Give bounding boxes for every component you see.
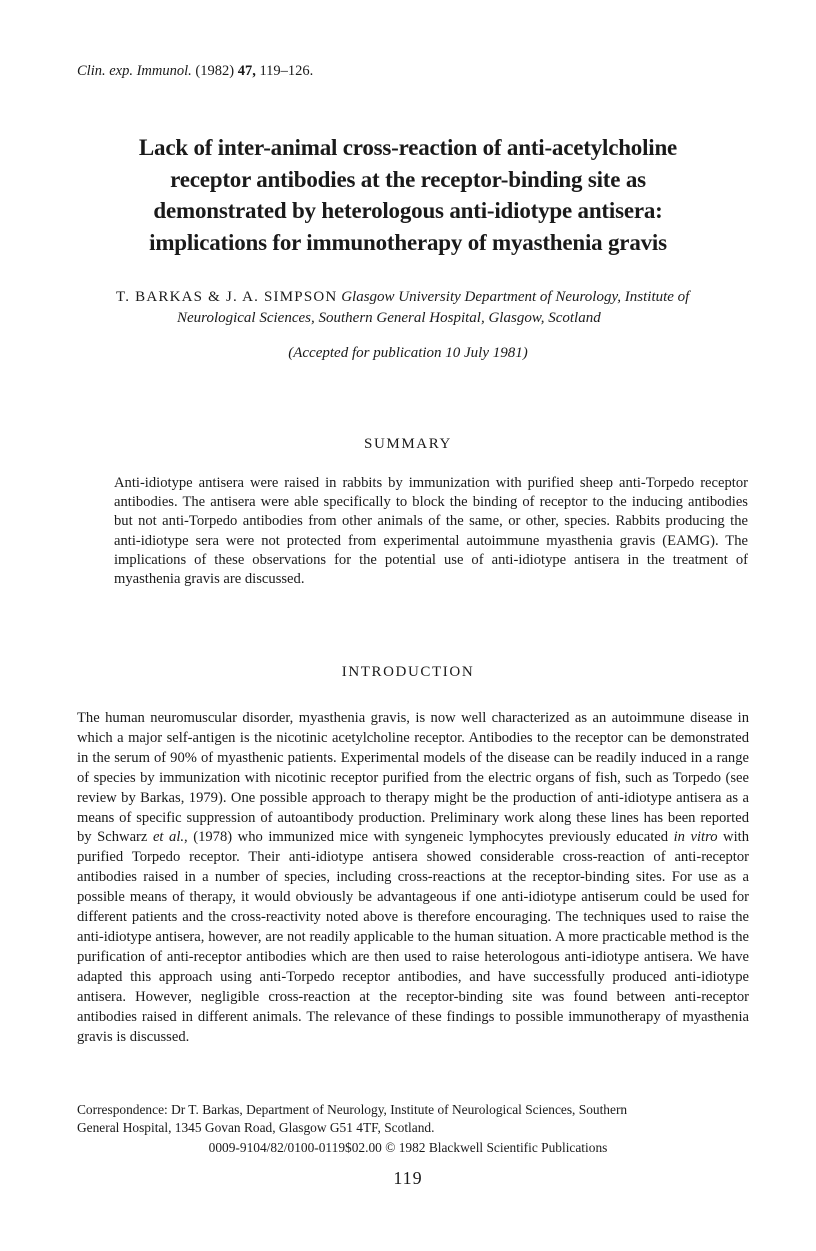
author-names: T. BARKAS & J. A. SIMPSON	[116, 289, 338, 305]
citation-pages: 119–126.	[259, 63, 314, 79]
correspondence-note	[77, 1101, 749, 1137]
intro-text-part: The human neuromuscular disorder, myasthenia gravis, is now well characterized as an autoimmune disease in which a major self-antigen is the nicotinic acetylcholine receptor. Antibodies to the receptor can be demonstrated in the serum of 90% of myasthenic patients. Experimental models of the disease can be readily induced in a range of species by immunization with nicotinic receptor purified from the electric organs of fish, such as Torpedo (see review by Barkas, 1979). One possible approach to therapy might be the production of anti-idiotype antisera as a means of specific suppression of autoantibody production. Preliminary work along these lines has been reported by Schwarz	[77, 710, 749, 846]
summary-heading: SUMMARY	[364, 436, 452, 452]
author-block	[116, 287, 756, 329]
title-line: implications for immunotherapy of myasthenia gravis	[149, 229, 667, 255]
article-title	[60, 132, 756, 258]
introduction-text	[77, 709, 749, 1047]
journal-citation	[77, 63, 313, 80]
intro-text-part: with purified Torpedo receptor. Their anti-idiotype antisera showed considerable cross-reaction of anti-receptor antibodies raised in a number of species, including cross-reactions at the receptor-binding sites. For use as a possible means of therapy, it would obviously be advantageous if one anti-idiotype antiserum could be used for different patients and the cross-reactivity noted above is therefore encouraging. The techniques used to raise the anti-idiotype antisera, however, are not readily applicable to the human situation. A more practicable method is the purification of anti-receptor antibodies which are then used to raise heterologous anti-idiotype antisera. We have adapted this approach using anti-Torpedo receptor antibodies, and have successfully produced anti-idiotype antisera. However, negligible cross-reaction at the receptor-binding site was found between anti-receptor antibodies raised in different animals. The relevance of these findings to possible immunotherapy of myasthenia gravis is discussed.	[77, 829, 749, 1045]
title-line: Lack of inter-animal cross-reaction of anti-acetylcholine	[138, 135, 678, 160]
correspondence-line: Correspondence: Dr T. Barkas, Department of Neurology, Institute of Neurological Sciences, Southern	[77, 1102, 628, 1117]
intro-italic-etal: et al.	[152, 829, 185, 846]
copyright-line: 0009-9104/82/0100-0119$02.00 © 1982 Blackwell Scientific Publications	[208, 1140, 608, 1155]
title-line: receptor antibodies at the receptor-binding site as	[170, 166, 646, 192]
intro-italic-invitro: in vitro	[673, 829, 718, 846]
summary-text: Anti-idiotype antisera were raised in rabbits by immunization with purified sheep anti-Torpedo receptor antibodies. The antisera were able specifically to block the binding of receptor to the inducing antibodies but not anti-Torpedo antibodies from other animals of the same, or other, species. Rabbits producing the anti-idiotype sera were not protected from experimental autoimmune myasthenia gravis (EAMG). The implications of these observations for the potential use of anti-idiotype antisera in the treatment of myasthenia gravis are discussed.	[114, 475, 748, 588]
intro-text-part: , (1978) who immunized mice with syngeneic lymphocytes previously educated	[184, 829, 674, 846]
author-affiliation: Glasgow University Department of Neurology, Institute of	[341, 289, 690, 305]
citation-volume: 47,	[237, 63, 256, 79]
introduction-heading: INTRODUCTION	[341, 664, 475, 680]
citation-year: (1982)	[195, 63, 235, 79]
correspondence-line: General Hospital, 1345 Govan Road, Glasgow G51 4TF, Scotland.	[77, 1120, 435, 1135]
accepted-date: (Accepted for publication 10 July 1981)	[288, 345, 528, 361]
page-number: 119	[393, 1168, 423, 1188]
title-line: demonstrated by heterologous anti-idiotype antisera:	[153, 198, 663, 223]
author-affiliation-continued: Neurological Sciences, Southern General Hospital, Glasgow, Scotland	[177, 310, 601, 326]
journal-name: Clin. exp. Immunol.	[77, 63, 192, 79]
